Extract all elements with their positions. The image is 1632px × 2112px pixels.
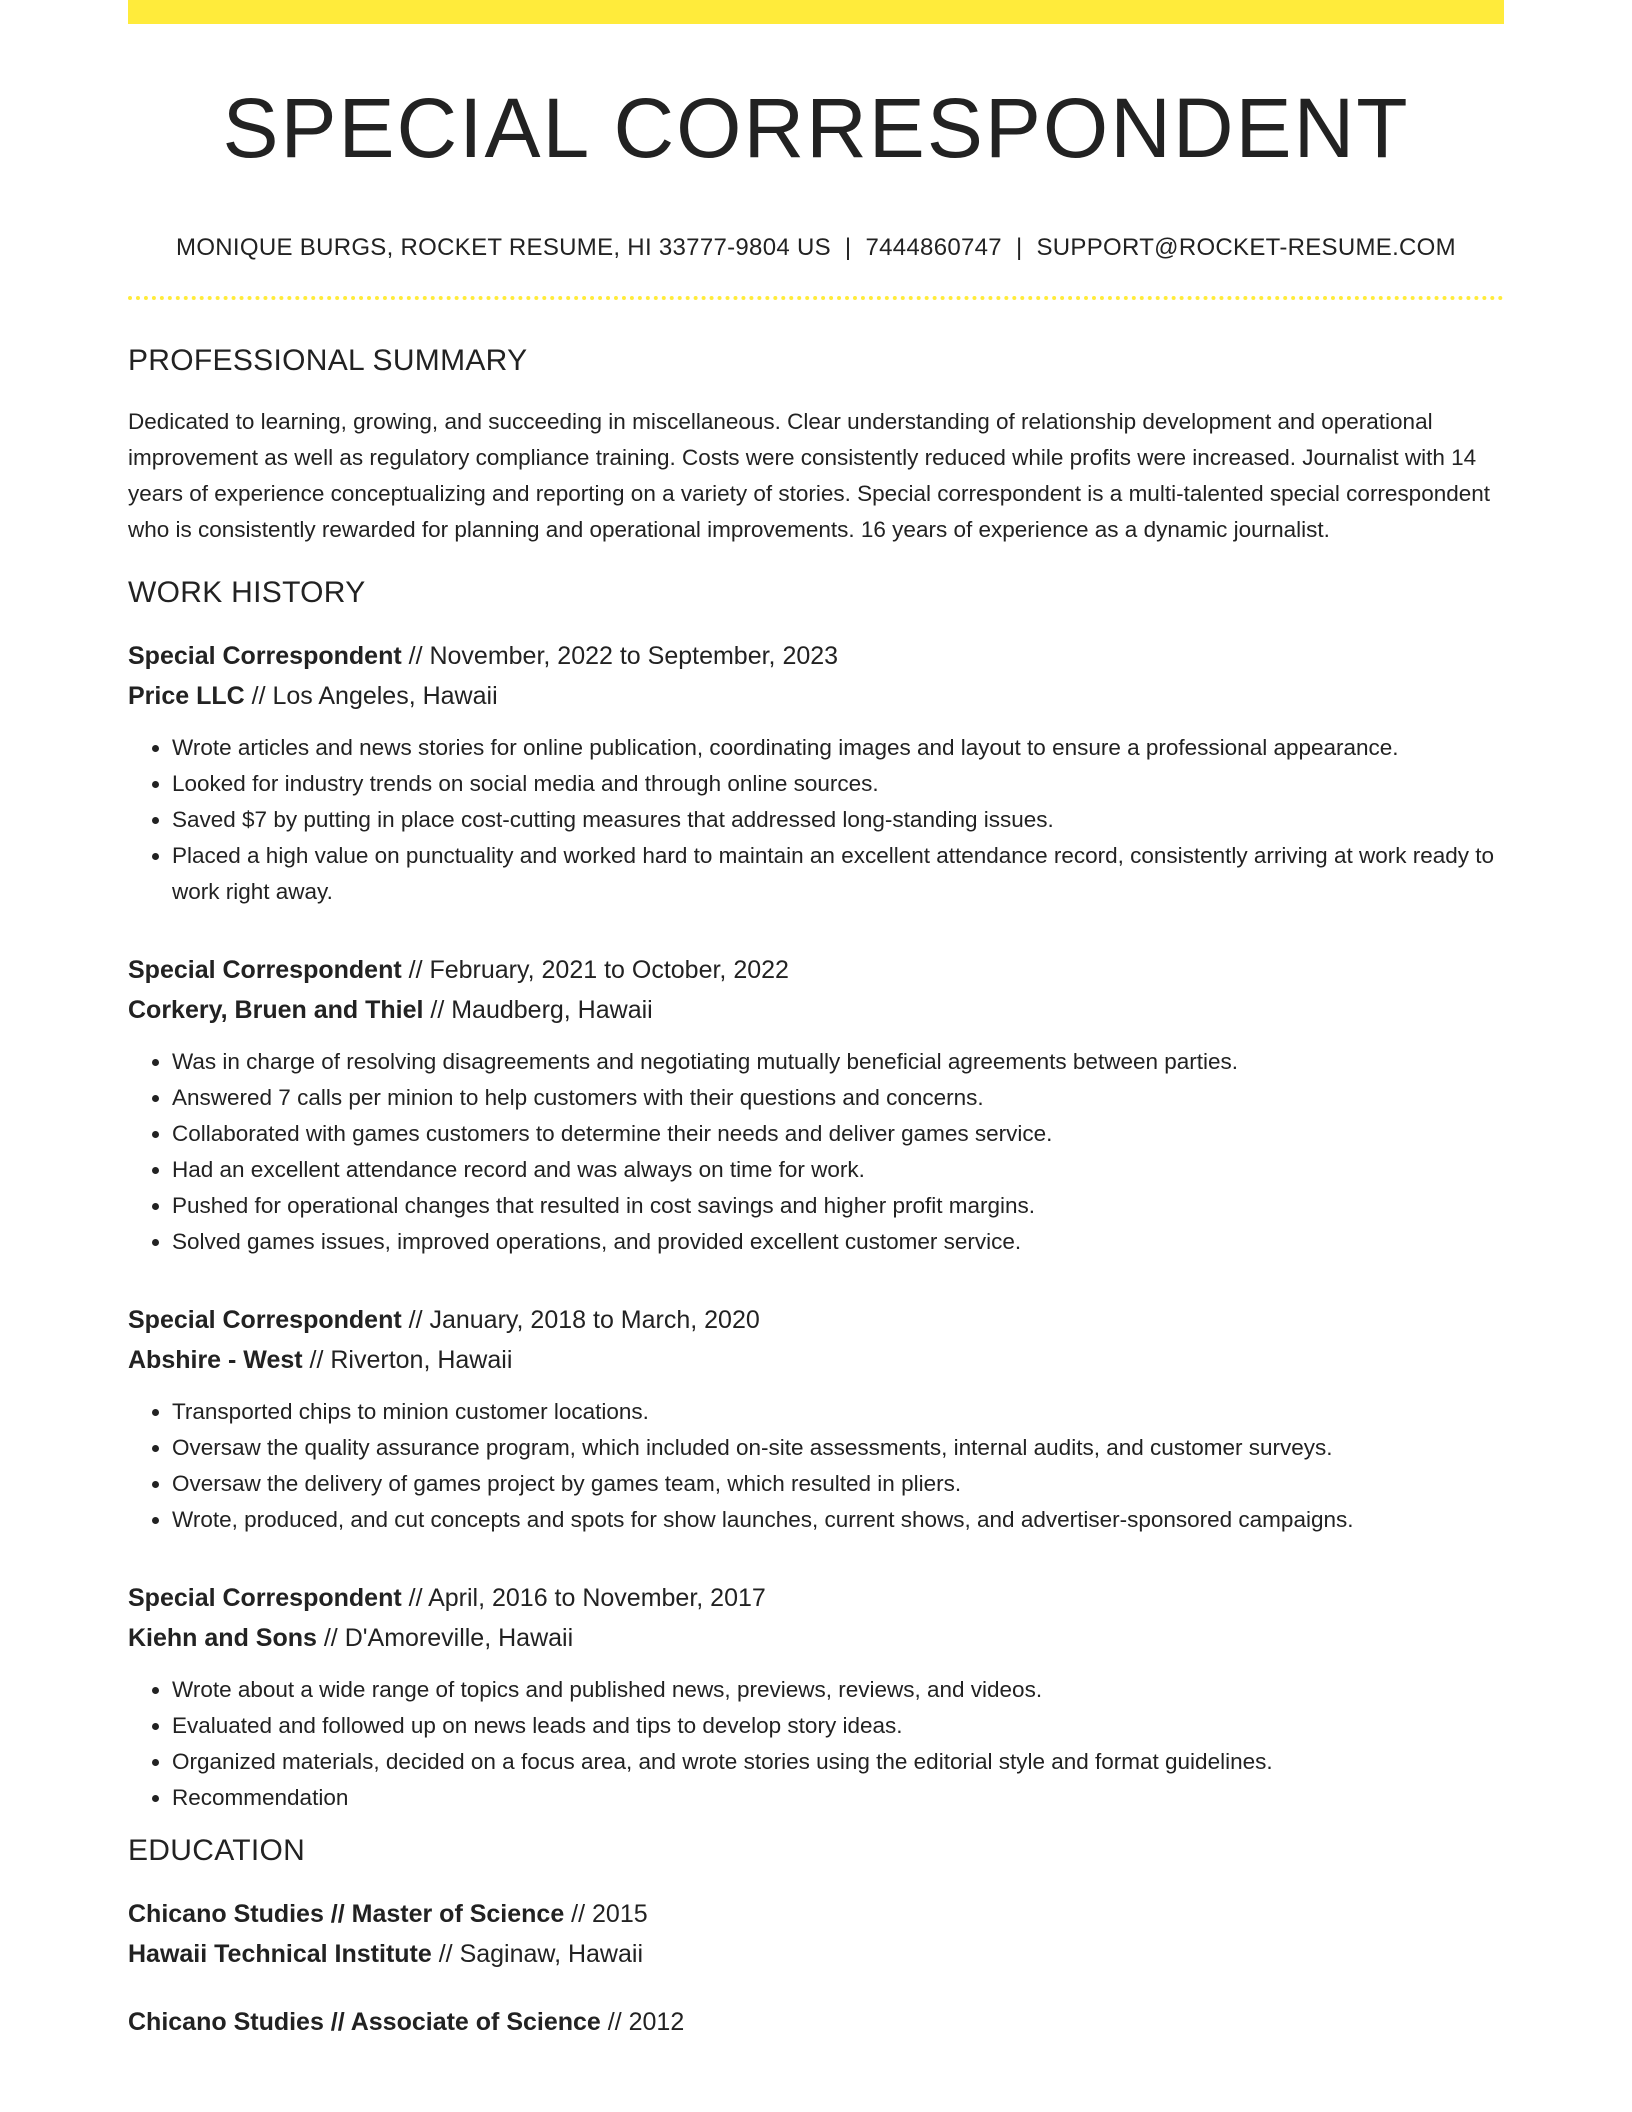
job-entry [128, 950, 1504, 1260]
education-heading: EDUCATION [128, 1834, 306, 1868]
job-bullets [128, 1672, 1504, 1816]
resume-title: SPECIAL CORRESPONDENT [222, 81, 1410, 175]
job-company: Corkery, Bruen and Thiel [128, 996, 424, 1025]
job-dates: // February, 2021 to October, 2022 [401, 956, 789, 985]
education-year: // 2015 [564, 1900, 648, 1929]
job-location: // Los Angeles, Hawaii [244, 682, 498, 711]
job-bullet: • Evaluated and followed up on news leads and tips to develop story ideas. [172, 1708, 1504, 1744]
job-title-line [128, 1300, 1504, 1340]
contact-separator: | [1015, 234, 1023, 262]
summary-text: Dedicated to learning, growing, and succeeding in miscellaneous. Clear understanding of relationship development and operational improvement as well as regulatory compliance training. Costs were consistently reduced while profits were increased. Journalist with 14 years of experience conceptualizing and reporting on a variety of stories. Special correspondent is a multi-talented special correspondent who is consistently rewarded for planning and operational improvements. 16 years of experience as a dynamic journalist. [128, 409, 1491, 543]
job-bullets [128, 1394, 1504, 1538]
job-company-line [128, 1618, 1504, 1658]
education-location: // Saginaw, Hawaii [431, 1940, 643, 1969]
contact-separator: | [844, 234, 852, 262]
contact-address: MONIQUE BURGS, ROCKET RESUME, HI 33777-9804 US [176, 234, 831, 262]
job-bullet: • Transported chips to minion customer locations. [172, 1394, 1504, 1430]
education-degree-line [128, 2002, 1504, 2042]
education-degree-line [128, 1894, 1504, 1934]
job-bullet: • Organized materials, decided on a focus area, and wrote stories using the editorial style and format guidelines. [172, 1744, 1504, 1780]
education-year: // 2012 [600, 2008, 685, 2037]
job-bullets [128, 1044, 1504, 1260]
contact-line [128, 234, 1504, 262]
job-bullet: • Wrote articles and news stories for online publication, coordinating images and layout to ensure a professional appearance. [172, 730, 1504, 766]
job-dates: // April, 2016 to November, 2017 [401, 1584, 766, 1613]
job-bullet: • Looked for industry trends on social media and through online sources. [172, 766, 1504, 802]
job-bullet: • Pushed for operational changes that resulted in cost savings and higher profit margins. [172, 1188, 1504, 1224]
job-location: // D'Amoreville, Hawaii [316, 1624, 574, 1653]
job-title: Special Correspondent [128, 1306, 402, 1335]
education-entry [128, 2002, 1504, 2042]
contact-phone: 7444860747 [865, 234, 1002, 262]
work-history-heading: WORK HISTORY [128, 576, 366, 610]
job-bullets [128, 730, 1504, 910]
job-bullet: • Solved games issues, improved operations, and provided excellent customer service. [172, 1224, 1504, 1260]
job-company-line [128, 676, 1504, 716]
accent-top-bar [128, 0, 1504, 24]
education-school: Hawaii Technical Institute [128, 1940, 432, 1969]
job-dates: // November, 2022 to September, 2023 [401, 642, 839, 671]
job-company-line [128, 990, 1504, 1030]
job-location: // Riverton, Hawaii [302, 1346, 513, 1375]
job-title-line [128, 1578, 1504, 1618]
job-title: Special Correspondent [128, 956, 402, 985]
job-title-line [128, 950, 1504, 990]
job-title: Special Correspondent [128, 1584, 402, 1613]
job-title: Special Correspondent [128, 642, 402, 671]
job-entry [128, 1300, 1504, 1538]
job-entry [128, 636, 1504, 910]
resume-page [128, 0, 1504, 2042]
job-bullet: • Placed a high value on punctuality and worked hard to maintain an excellent attendance record, consistently arriving at work ready to work right away. [172, 838, 1504, 910]
job-bullet: • Oversaw the delivery of games project by games team, which resulted in pliers. [172, 1466, 1504, 1502]
dotted-divider [128, 296, 1504, 300]
education-degree: Chicano Studies // Master of Science [128, 1900, 565, 1929]
job-bullet: • Wrote about a wide range of topics and published news, previews, reviews, and videos. [172, 1672, 1504, 1708]
job-bullet: • Recommendation [172, 1780, 1504, 1816]
job-title-line [128, 636, 1504, 676]
summary-heading: PROFESSIONAL SUMMARY [128, 344, 528, 378]
job-bullet: • Saved $7 by putting in place cost-cutting measures that addressed long-standing issues. [172, 802, 1504, 838]
job-bullet: • Had an excellent attendance record and was always on time for work. [172, 1152, 1504, 1188]
job-company: Price LLC [128, 682, 245, 711]
job-company: Kiehn and Sons [128, 1624, 317, 1653]
job-bullet: • Wrote, produced, and cut concepts and spots for show launches, current shows, and advertiser-sponsored campaigns. [172, 1502, 1504, 1538]
job-bullet: • Answered 7 calls per minion to help customers with their questions and concerns. [172, 1080, 1504, 1116]
contact-email: SUPPORT@ROCKET-RESUME.COM [1036, 234, 1456, 262]
job-dates: // January, 2018 to March, 2020 [401, 1306, 760, 1335]
job-bullet: • Collaborated with games customers to determine their needs and deliver games service. [172, 1116, 1504, 1152]
job-company-line [128, 1340, 1504, 1380]
education-school-line [128, 1934, 1504, 1974]
education-degree: Chicano Studies // Associate of Science [128, 2008, 601, 2037]
job-company: Abshire - West [128, 1346, 303, 1375]
education-entry [128, 1894, 1504, 1974]
job-bullet: • Oversaw the quality assurance program, which included on-site assessments, internal audits, and customer surveys. [172, 1430, 1504, 1466]
job-location: // Maudberg, Hawaii [423, 996, 653, 1025]
job-bullet: • Was in charge of resolving disagreements and negotiating mutually beneficial agreements between parties. [172, 1044, 1504, 1080]
job-entry [128, 1578, 1504, 1816]
